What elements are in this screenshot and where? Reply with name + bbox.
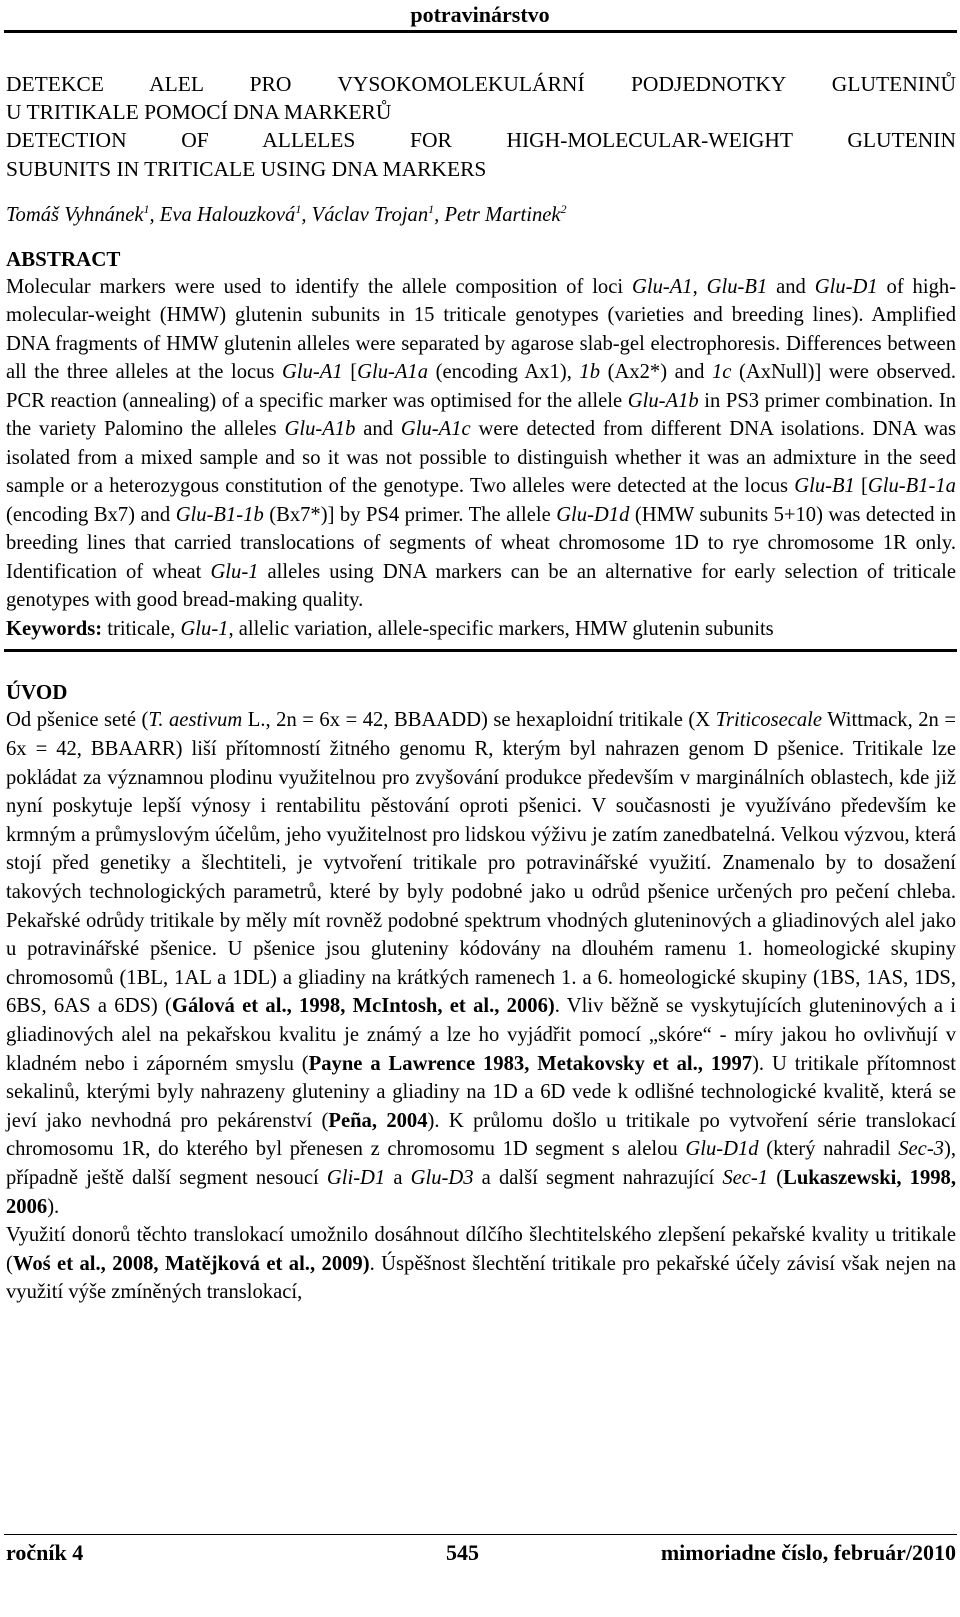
title-cz-line-2: U TRITIKALE POMOCÍ DNA MARKERŮ [6,100,392,125]
author-name: Tomáš Vyhnánek [6,203,144,226]
title-en-line-1: DETECTION OF ALLELES FOR HIGH-MOLECULAR-WEIGHT GLUTENIN [6,128,956,153]
footer-volume: ročník 4 [6,1540,84,1565]
section-rule [4,649,957,652]
title-en-line-2: SUBUNITS IN TRITICALE USING DNA MARKERS [6,156,487,181]
title-cz-line-1: DETEKCE ALEL PRO VYSOKOMOLEKULÁRNÍ PODJEDNOTKY GLUTENINŮ [6,72,956,96]
abstract-text: Molecular markers were used to identify the allele composition of loci Glu-A1, Glu-B1 and Glu-D1 of high-molecular-weight (HMW) glutenin subunits in 15 triticale genotypes (varieties and breeding lines). Amplified DNA fragments of HMW glutenin alleles were separated by agarose slab-gel electrophoresis. Differences between all the three alleles at the locus Glu-A1 [Glu-A1a (encoding Ax1), 1b (Ax2*) and 1c (AxNull)] were observed. PCR reaction (annealing) of a specific marker was optimised for the allele Glu-A1b in PS3 primer combination. In the variety Palomino the alleles Glu-A1b and Glu-A1c were detected from different DNA isolations. DNA was isolated from a mixed sample and so it was not possible to distinguish whether it was an admixture in the seed sample or a heterozygous constitution of the genotype. Two alleles were detected at the locus Glu-B1 [Glu-B1-1a (encoding Bx7) and Glu-B1-1b (Bx7*)] by PS4 primer. The allele Glu-D1d (HMW subunits 5+10) was detected in breeding lines that carried translocations of segments of wheat chromosome 1D to rye chromosome 1R only. Identification of wheat Glu-1 alleles using DNA markers can be an alternative for early selection of triticale genotypes with good bread-making quality. [6,275,957,612]
author-affiliation: 1 [428,201,435,216]
keywords-line: Keywords: triticale, Glu-1, allelic variation, allele-specific markers, HMW glutenin subunits [6,617,774,640]
uvod-paragraph-2: Využití donorů těchto translokací umožnilo dosáhnout dílčího šlechtitelského zlepšení pekařské kvality u tritikale (Woś et al., 2008, Matějková et al., 2009). Úspěšnost šlechtění tritikale pro pekařské účely závisí však nejen na využití výše zmíněných translokací, [6,1224,956,1304]
author-affiliation: 1 [143,201,150,216]
article-title [6,70,956,183]
article-body [6,70,956,1307]
author-list: Tomáš Vyhnánek$^1$, Eva Halouzková$^1$, Václav Trojan$^1$, Petr Martinek$^2$ [6,201,567,226]
uvod-paragraph-1: Od pšenice seté (T. aestivum L., 2n = 6x = 42, BBAADD) se hexaploidní tritikale (X Triticosecale Wittmack, 2n = 6x = 42, BBAARR) liší přítomností žitného genomu R, kterým byl nahrazen genom D pšenice. Tritikale lze pokládat za významnou plodinu využitelnou pro zvyšování produkce především v marginálních oblastech, kde již nyní poskytuje lepší výnosy i rentabilitu pěstování oproti pšenici. V současnosti je využíváno především ke krmným a průmyslovým účelům, jeho využitelnost pro lidskou výživu je zatím zanedbatelná. Velkou výzvou, která stojí před genetiky a šlechtiteli, je vytvoření tritikale pro potravinářské využití. Znamenalo by to dosažení takových technologických parametrů, které by byly podobné jako u odrůd pšenice určených pro pečení chleba. Pekařské odrůdy tritikale by měly mít rovněž podobné spektrum vhodných gluteninových a gliadinových alel jako u potravinářské pšenice. U pšenice jsou gluteniny kódovány na dlouhém ramenu 1. homeologické skupiny chromosomů (1BL, 1AL a 1DL) a gliadiny na krátkých ramenech 1. a 6. homeologické skupiny (1BS, 1AS, 1DS, 6BS, 6AS a 6DS) (Gálová et al., 1998, McIntosh, et al., 2006). Vliv běžně se vyskytujících gluteninových a i gliadinových alel na pekařskou kvalitu je známý a lze ho vyjádřit pomocí „skóre“ - míry jakou ho ovlivňují v kladném nebo i záporném smyslu (Payne a Lawrence 1983, Metakovsky et al., 1997). U tritikale přítomnost sekalinů, kterými byly nahrazeny gluteniny a gliadiny na 1D a 6D vede k odlišné technologické kvalitě, která se jeví jako nevhodná pro pekárenství (Peña, 2004). K průlomu došlo u tritikale po vytvoření série translokací chromosomu 1R, do kterého byl přenesen z chromosomu 1D segment s alelou Glu-D1d (který nahradil Sec-3), případně ještě další segment nesoucí Gli-D1 a Glu-D3 a další segment nahrazující Sec-1 (Lukaszewski, 1998, 2006). [6,709,956,1218]
uvod-heading: ÚVOD [6,680,68,705]
author-name: Petr Martinek [444,203,561,226]
running-head: potravinárstvo [410,2,550,27]
abstract-heading: ABSTRACT [6,246,121,271]
author-name: Václav Trojan [311,203,429,226]
author-affiliation: 1 [295,201,302,216]
author-affiliation: 2 [560,201,567,216]
footer-issue: mimoriadne číslo, február/2010 [660,1540,956,1565]
keywords-label: Keywords: [6,617,103,640]
page-number: 545 [446,1540,479,1565]
author-name: Eva Halouzková [159,203,296,226]
footer-rule [4,1534,957,1535]
uvod-body [6,706,956,1306]
header-rule [4,30,957,33]
